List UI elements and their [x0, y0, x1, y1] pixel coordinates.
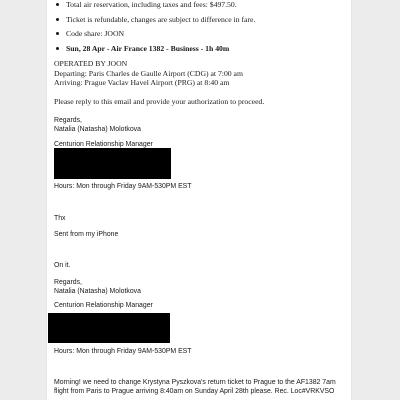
flight-details: [54, 59, 243, 88]
reply-text: Thx: [54, 215, 66, 222]
signature-regards: Regards,: [54, 279, 82, 286]
bullet-icon: [56, 3, 59, 6]
arriving-info: Arriving: Prague Vaclav Havel Airport (PRG) at 8:40 am: [54, 78, 230, 88]
signature-block: [54, 117, 141, 134]
signature-title: Centurion Relationship Manager: [54, 141, 153, 148]
request-line: flight from Paris to Prague arriving 8:40am on Sunday April 28th please. Rec. Loc#VRKVSO: [54, 387, 335, 395]
bullet-text: Total air reservation, including taxes and fees: $497.50.: [66, 0, 237, 9]
sent-from-device: Sent from my iPhone: [54, 231, 119, 238]
document-page: [47, 0, 351, 400]
list-item: [54, 0, 348, 10]
redacted-block: [48, 313, 170, 343]
departing-info: Departing: Paris Charles de Gaulle Airport (CDG) at 7:00 am: [54, 68, 243, 78]
signature-block: [54, 279, 141, 296]
bullet-text: Code share: JOON: [66, 29, 125, 39]
flight-summary: Sun, 28 Apr - Air France 1382 - Business - 1h 40m: [66, 43, 230, 53]
bullet-text: Ticket is refundable, changes are subject to difference in fare.: [66, 14, 256, 24]
signature-regards: Regards,: [54, 117, 82, 124]
office-hours: Hours: Mon through Friday 9AM-530PM EST: [54, 183, 192, 190]
signature-title: Centurion Relationship Manager: [54, 302, 153, 309]
office-hours: Hours: Mon through Friday 9AM-530PM EST: [54, 348, 192, 355]
list-item: [54, 29, 348, 39]
list-item: [54, 15, 348, 25]
redacted-block: [54, 148, 171, 179]
operated-by: OPERATED BY JOON: [54, 59, 128, 68]
bullet-icon: [56, 32, 59, 35]
authorization-request: Please reply to this email and provide your authorization to proceed.: [54, 97, 265, 106]
reply-text: On it.: [54, 262, 71, 269]
signature-name: Natalia (Natasha) Molotkova: [54, 287, 141, 295]
bullet-icon: [56, 47, 59, 50]
bullet-icon: [56, 18, 59, 21]
reservation-details-list: [54, 0, 348, 53]
signature-name: Natalia (Natasha) Molotkova: [54, 125, 141, 133]
original-request: [54, 379, 336, 396]
request-line: Morning! we need to change Krystyna Pyszkova's return ticket to Prague to the AF1382 7am: [54, 379, 336, 386]
list-item: [54, 44, 348, 54]
